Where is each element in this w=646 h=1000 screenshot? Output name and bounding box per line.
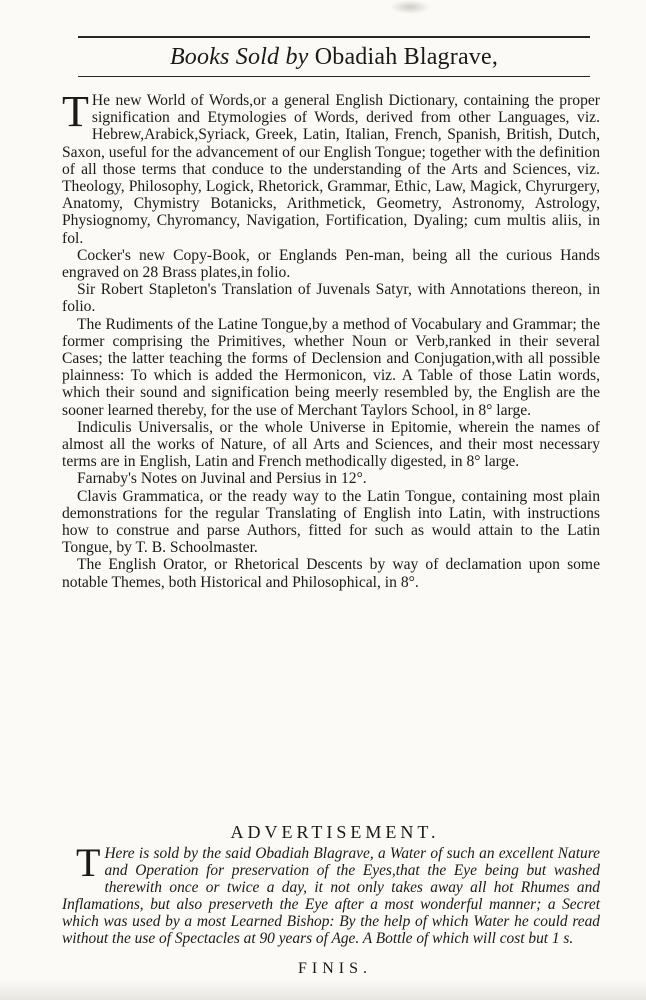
book-entry bbox=[62, 419, 600, 471]
advertisement-title: ADVERTISEMENT. bbox=[230, 822, 440, 842]
book-entry bbox=[62, 316, 600, 419]
drop-cap: T bbox=[76, 840, 101, 885]
book-entry bbox=[62, 247, 600, 281]
page-shadow bbox=[0, 980, 646, 1000]
advertisement-text: Here is sold by the said Obadiah Blagrave, a Water of such an excellent Nature and Operation for preservation of the Eyes,that the Eye being but washed therewith once or twice a day, it not only takes away all hot Rhumes and Inflamations, but also preserveth the Eye after a most wonderful manner; a Secret which was used by a most Learned Bishop: By the help of which Water he could read without the use of Spectacles at 90 years of Age. A Bottle of which will cost but 1 s. bbox=[62, 845, 600, 947]
entry-text: Clavis Grammatica, or the ready way to the Latin Tongue, containing most plain demonstrations for the regular Translating of English into Latin, with instructions how to construe and parse Authors, fitted for such as would attain to the Latin Tongue, by T. B. Schoolmaster. bbox=[62, 487, 600, 557]
ink-blot bbox=[390, 0, 430, 14]
book-list bbox=[62, 87, 600, 591]
entry-text: The Rudiments of the Latine Tongue,by a method of Vocabulary and Grammar; the former comprising the Primitives, whether Noun or Verb,ranked in their several Cases; the latter teaching the forms of Declension and Conjugation,with all possible plainness: To which is added the Hermonicon, viz. A Table of those Latin words, which their sound and signification being meerly resembled by, the English are the sooner learned thereby, for the use of Merchant Taylors School, in 8° large. bbox=[62, 315, 600, 419]
book-entry bbox=[62, 556, 600, 590]
entry-text: Sir Robert Stapleton's Translation of Juvenals Satyr, with Annotations thereon, in folio. bbox=[62, 281, 600, 316]
book-entry bbox=[62, 488, 600, 557]
entry-text: Farnaby's Notes on Juvinal and Persius in 12°. bbox=[77, 470, 367, 488]
page-header bbox=[78, 44, 590, 71]
entry-text: The English Orator, or Rhetorical Descents by way of declamation upon some notable Themes, both Historical and Philosophical, in 8°. bbox=[62, 556, 600, 591]
finis: FINIS. bbox=[297, 960, 372, 977]
book-entry bbox=[62, 87, 600, 247]
entry-text: He new World of Words,or a general English Dictionary, containing the proper signification and Etymologies of Words, derived from other Languages, viz. Hebrew,Arabick,Syriack, Greek, Latin, Italian, French, Spanish, British, Dutch, Saxon, useful for the advancement of our English Tongue; together with the definition of all those terms that conduce to the understanding of the Arts and Sciences, viz. Theology, Philosophy, Logick, Rhetorick, Grammar, Ethic, Law, Magick, Chyrurgery, Anatomy, Chymistry Botanicks, Arithmetick, Geometry, Astronomy, Astrology, Physiognomy, Chyromancy, Navigation, Fortification, Dyaling; cum multis aliis, in fol. bbox=[62, 92, 600, 247]
advertisement-body bbox=[62, 840, 600, 947]
book-entry bbox=[62, 281, 600, 315]
book-entry bbox=[62, 470, 600, 487]
entry-text: Indiculis Universalis, or the whole Universe in Epitomie, wherein the names of almost all the works of Nature, of all Arts and Sciences, and their most necessary terms are in English, Latin and French methodically digested, in 8° large. bbox=[62, 418, 600, 471]
header-lead: Books Sold by bbox=[169, 44, 309, 70]
header-rule-bottom bbox=[78, 76, 590, 77]
entry-text: Cocker's new Copy-Book, or Englands Pen-man, being all the curious Hands engraved on 28 Brass plates,in folio. bbox=[62, 246, 600, 282]
drop-cap: T bbox=[62, 87, 89, 136]
header-rule-top bbox=[78, 36, 590, 38]
header-name: Obadiah Blagrave, bbox=[314, 44, 499, 70]
